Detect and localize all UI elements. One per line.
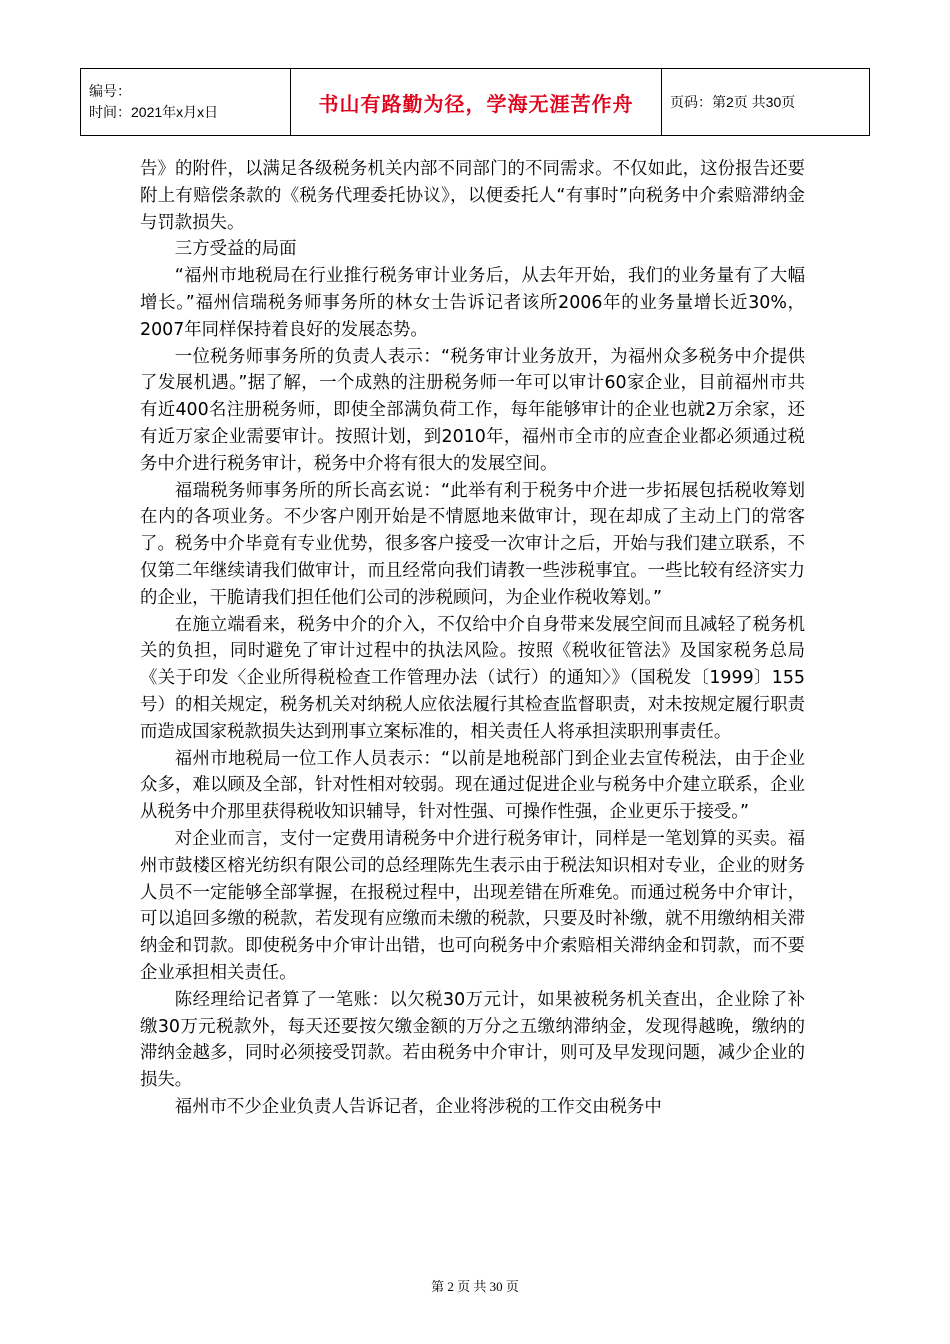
paragraph: 告》的附件，以满足各级税务机关内部不同部门的不同需求。不仅如此，这份报告还要附上有赔偿条款的《税务代理委托协议》，以便委托人“有事时”向税务中介索赔滞纳金与罚款损失。 [140,159,805,233]
document-header [80,68,870,136]
document-number-label: 编号： [89,83,131,99]
section-heading: 三方受益的局面 [174,239,297,260]
header-page-info: 页码：第2页 共30页 [662,69,870,136]
paragraph: 福州市不少企业负责人告诉记者，企业将涉税的工作交由税务中 [174,1096,662,1117]
paragraph: 福州市地税局一位工作人员表示：“以前是地税部门到企业去宣传税法，由于企业众多，难以顾及全部，针对性相对较弱。现在通过促进企业与税务中介建立联系，企业从税务中介那里获得税收知识辅导，针对性强、可操作性强，企业更乐于接受。” [140,748,805,823]
paragraph: 一位税务师事务所的负责人表示：“税务审计业务放开，为福州众多税务中介提供了发展机遇。”据了解，一个成熟的注册税务师一年可以审计60家企业，目前福州市共有近400名注册税务师，即使全部满负荷工作，每年能够审计的企业也就2万余家，还有近万家企业需要审计。按照计划，到2010年，福州市全市的应查企业都必须通过税务中介进行税务审计，税务中介将有很大的发展空间。 [140,346,805,474]
document-body [140,156,805,1121]
paragraph: “福州市地税局在行业推行税务审计业务后，从去年开始，我们的业务量有了大幅增长。”福州信瑞税务师事务所的林女士告诉记者该所2006年的业务量增长近30%，2007年同样保持着良好的发展态势。 [140,266,805,340]
header-meta [81,69,291,136]
paragraph: 陈经理给记者算了一笔账：以欠税30万元计，如果被税务机关查出，企业除了补缴30万元税款外，每天还要按欠缴金额的万分之五缴纳滞纳金，发现得越晚，缴纳的滞纳金越多，同时必须接受罚款。若由税务中介审计，则可及早发现问题，减少企业的损失。 [140,989,805,1091]
paragraph: 在施立端看来，税务中介的介入，不仅给中介自身带来发展空间而且减轻了税务机关的负担，同时避免了审计过程中的执法风险。按照《税收征管法》及国家税务总局《关于印发〈企业所得税检查工作管理办法（试行）的通知〉》（国税发〔1999〕155号）的相关规定，税务机关对纳税人应依法履行其检查监督职责，对未按规定履行职责而造成国家税款损失达到刑事立案标准的，相关责任人将承担渎职刑事责任。 [140,614,805,742]
paragraph: 对企业而言，支付一定费用请税务中介进行税务审计，同样是一笔划算的买卖。福州市鼓楼区榕光纺织有限公司的总经理陈先生表示由于税法知识相对专业，企业的财务人员不一定能够全部掌握，在报税过程中，出现差错在所难免。而通过税务中介审计，可以追回多缴的税款，若发现有应缴而未缴的税款，只要及时补缴，就不用缴纳相关滞纳金和罚款。即使税务中介审计出错，也可向税务中介索赔相关滞纳金和罚款，而不要企业承担相关责任。 [140,828,805,983]
header-motto: 书山有路勤为径，学海无涯苦作舟 [291,69,662,136]
page-footer: 第 2 页 共 30 页 [431,1279,519,1294]
paragraph: 福瑞税务师事务所的所长高玄说：“此举有利于税务中介进一步拓展包括税收筹划在内的各项业务。不少客户刚开始是不情愿地来做审计，现在却成了主动上门的常客了。税务中介毕竟有专业优势，很多客户接受一次审计之后，开始与我们建立联系，不仅第二年继续请我们做审计，而且经常向我们请教一些涉税事宜。一些比较有经济实力的企业，干脆请我们担任他们公司的涉税顾问，为企业作税收筹划。” [140,480,805,608]
document-date: 时间：2021年x月x日 [89,104,219,120]
